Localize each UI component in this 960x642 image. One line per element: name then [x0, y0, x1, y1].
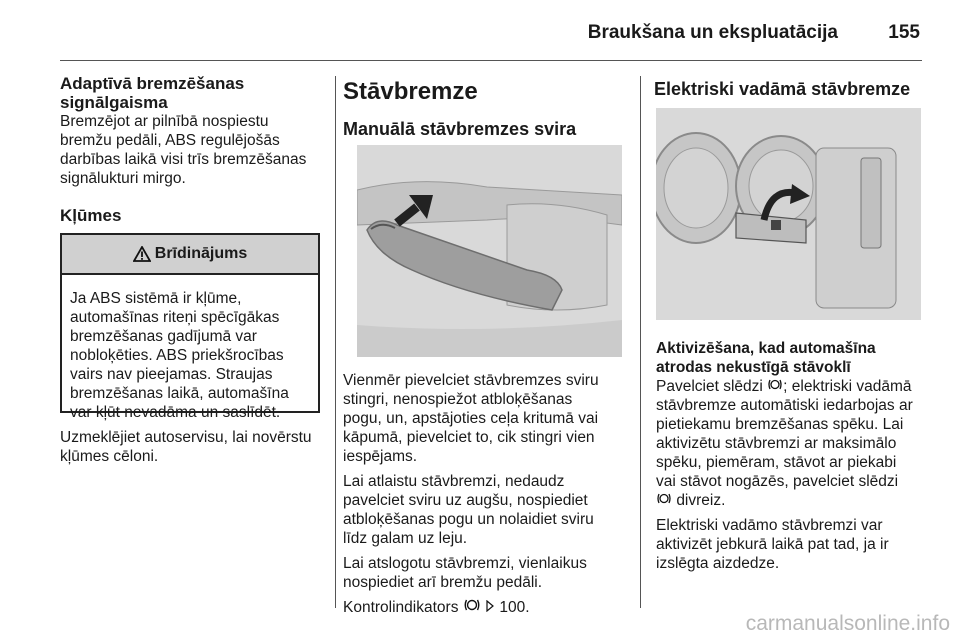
faults-heading: Kļūmes — [60, 206, 122, 225]
section-heading: Adaptīvā bremzēšanas signālgaisma — [60, 74, 245, 112]
paragraph: Lai atlaistu stāvbremzi, nedaudz pavelciet sviru uz augšu, nospiediet atbloķēšanas pogu un nolaidiet sviru līdz galam uz leju. — [343, 473, 594, 547]
electric-parking-brake-illustration — [656, 108, 921, 320]
closing-paragraph: Uzmeklējiet autoservisu, lai novērstu kļūmes cēloni. — [60, 429, 312, 465]
warning-triangle-icon — [133, 246, 151, 262]
handbrake-lever-illustration — [357, 145, 622, 357]
column-divider — [640, 76, 641, 608]
electric-parking-brake-image — [656, 108, 921, 320]
header-divider — [60, 60, 922, 61]
subsection-heading: Aktivizēšana, kad automašīna atrodas nekustīgā stāvoklī — [656, 340, 876, 376]
warning-box — [60, 233, 320, 421]
brake-indicator-icon — [463, 598, 481, 612]
column-divider — [335, 76, 336, 608]
section-title: Elektriski vadāmā stāvbremze — [654, 79, 911, 99]
watermark: carmanualsonline.info — [745, 612, 950, 635]
warning-title: Brīdinājums — [154, 245, 248, 262]
column-left — [60, 74, 322, 225]
indicator-reference: Kontrolindikators 100. — [343, 599, 530, 616]
paragraph: Pavelciet slēdzi ; elektriski vadāmā stāvbremze automātiski iedarbojas ar pietiekamu bremzēšanas spēku. Lai aktivizētu stāvbremzi ar maksimālo spēku, piemēram, stāvot ar piekabi vai stāvot nogāzēs, pavelciet slēdzi divreiz. — [656, 378, 913, 509]
column-middle-text — [343, 371, 628, 617]
parking-brake-switch-icon — [767, 378, 783, 391]
paragraph: Vienmēr pievelciet stāvbremzes sviru stingri, nenospiežot atbloķēšanas pogu, un, apstājoties ceļa kritumā vai kāpumā, pievelciet to, cik stingri vien iespējams. — [343, 372, 599, 465]
warning-text: Ja ABS sistēmā ir kļūme, automašīnas riteņi spēcīgākas bremzēšanas gadījumā var nobloķēties. ABS priekšrocības vairs nav pieejamas. Straujas bremzēšanas laikā, automašīna var kļūt nevadāma un saslīdēt. — [70, 290, 289, 421]
header-title: Braukšana un ekspluatācija — [587, 22, 838, 43]
paragraph: Elektriski vadāmo stāvbremzi var aktivizēt jebkurā laikā pat tad, ja ir izslēgta aizdedze. — [656, 517, 889, 572]
section-subtitle: Manuālā stāvbremzes svira — [343, 119, 577, 139]
paragraph: Lai atslogotu stāvbremzi, vienlaikus nospiediet arī bremžu pedāli. — [343, 555, 587, 591]
column-middle — [343, 78, 625, 140]
column-right-text — [656, 339, 926, 573]
page-reference-icon — [485, 600, 495, 612]
paragraph: Bremzējot ar pilnībā nospiestu bremžu pedāli, ABS regulējošās darbības laikā visi trīs bremzēšanas signālukturi mirgo. — [60, 113, 307, 187]
section-title: Stāvbremze — [343, 78, 478, 105]
warning-header — [62, 235, 318, 275]
handbrake-lever-image — [357, 145, 622, 357]
column-right — [654, 78, 924, 100]
page-number: 155 — [888, 22, 920, 43]
parking-brake-switch-icon — [656, 492, 672, 505]
page-header — [60, 22, 920, 52]
